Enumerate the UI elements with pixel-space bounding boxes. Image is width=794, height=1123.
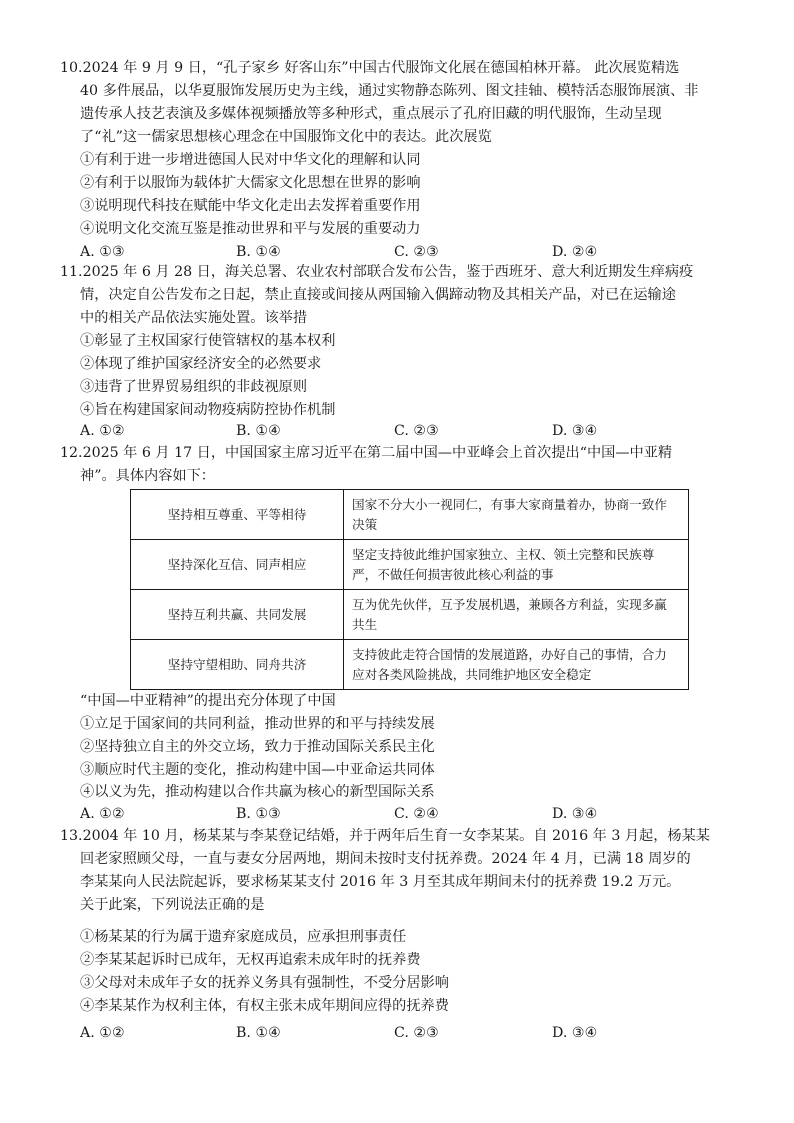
q11-statement: ②体现了维护国家经济安全的必然要求 [80, 356, 322, 372]
q11-choice-b[interactable]: B. ①④ [236, 423, 281, 439]
cell-line: 应对各类风险挑战，共同维护地区安全稳定 [352, 666, 592, 682]
q11-choice-a[interactable]: A. ①② [80, 423, 125, 439]
q13-choice-d[interactable]: D. ③④ [552, 1025, 598, 1041]
q10-stem-line: 40 多件展品，以华夏服饰发展历史为主线，通过实物静态陈列、图文挂轴、模特活态服饰展演、非 [80, 83, 699, 99]
q11-stem-line: 中的相关产品依法实施处置。该举措 [80, 310, 308, 326]
q12-statement: ③顺应时代主题的变化，推动构建中国—中亚命运共同体 [80, 762, 435, 778]
q12-statement: ④以义为先，推动构建以合作共赢为核心的新型国际关系 [80, 784, 435, 800]
cell-line: 支持彼此走符合国情的发展道路，办好自己的事情，合力 [352, 646, 667, 662]
q11-choices [80, 421, 720, 441]
q13-choices [80, 1023, 720, 1043]
table-cell-principle: 坚持相互尊重、平等相待 [131, 490, 344, 540]
table-cell-principle: 坚持互利共赢、共同发展 [131, 590, 344, 640]
china-central-asia-spirit-table [130, 489, 689, 690]
table-cell-principle: 坚持守望相助、同舟共济 [131, 640, 344, 690]
q10-statement: ④说明文化交流互鉴是推动世界和平与发展的重要动力 [80, 221, 421, 237]
q13-choice-b[interactable]: B. ①④ [236, 1025, 281, 1041]
q13-stem-line: 13.2004 年 10 月，杨某某与李某登记结婚，并于两年后生育一女李某某。自 2016 年 3 月起，杨某某 [60, 828, 710, 844]
q13-choice-c[interactable]: C. ②③ [394, 1025, 439, 1041]
q12-statement: ①立足于国家间的共同利益，推动世界的和平与持续发展 [80, 716, 435, 732]
table-cell-content [344, 590, 689, 640]
q10-stem-line: 了“礼”这一儒家思想核心理念在中国服饰文化中的表达。此次展览 [80, 129, 492, 145]
q12-choice-d[interactable]: D. ③④ [552, 806, 598, 822]
q12-statement: ②坚持独立自主的外交立场，致力于推动国际关系民主化 [80, 739, 435, 755]
table-row [131, 640, 689, 690]
table-cell-content [344, 640, 689, 690]
table-row [131, 590, 689, 640]
cell-line: 国家不分大小一视同仁，有事大家商量着办，协商一致作 [352, 496, 667, 512]
q13-statement: ①杨某某的行为属于遗弃家庭成员，应承担刑事责任 [80, 929, 407, 945]
table-cell-content [344, 540, 689, 590]
q12-choice-c[interactable]: C. ②④ [394, 806, 439, 822]
q13-stem-line: 李某某向人民法院起诉，要求杨某某支付 2016 年 3 月至其成年期间未付的抚养费 19.2 万元。 [80, 874, 681, 890]
cell-line: 共生 [352, 616, 378, 632]
q11-statement: ③违背了世界贸易组织的非歧视原则 [80, 379, 308, 395]
table-cell-principle: 坚持深化互信、同声相应 [131, 540, 344, 590]
q13-stem-line: 关于此案，下列说法正确的是 [80, 897, 265, 913]
q13-statement: ③父母对未成年子女的抚养义务具有强制性，不受分居影响 [80, 975, 449, 991]
q11-stem-line: 11.2025 年 6 月 28 日，海关总署、农业农村部联合发布公告，鉴于西班牙、意大利近期发生痒病疫 [60, 264, 694, 280]
q12-stem-line: 12.2025 年 6 月 17 日，中国国家主席习近平在第二届中国—中亚峰会上首次提出“中国—中亚精 [60, 445, 673, 461]
q11-choice-d[interactable]: D. ③④ [552, 423, 598, 439]
q13-statement: ④李某某作为权利主体，有权主张未成年期间应得的抚养费 [80, 998, 449, 1014]
cell-line: 严，不做任何损害彼此核心利益的事 [352, 566, 554, 582]
q11-statement: ①彰显了主权国家行使管辖权的基本权利 [80, 333, 336, 349]
q13-statement: ②李某某起诉时已成年，无权再追索未成年时的抚养费 [80, 952, 421, 968]
q13-stem-line: 回老家照顾父母，一直与妻女分居两地，期间未按时支付抚养费。2024 年 4 月，已满 18 周岁的 [80, 851, 691, 867]
table-row [131, 490, 689, 540]
q11-choice-c[interactable]: C. ②③ [394, 423, 439, 439]
q12-after-table: “中国—中亚精神”的提出充分体现了中国 [80, 693, 336, 709]
table-row [131, 540, 689, 590]
cell-line: 坚定支持彼此维护国家独立、主权、领土完整和民族尊 [352, 546, 655, 562]
q10-stem-line: 遗传承人技艺表演及多媒体视频播放等多种形式，重点展示了孔府旧藏的明代服饰，生动呈现 [80, 106, 662, 122]
q10-stem-line: 10.2024 年 9 月 9 日，“孔子家乡 好客山东”中国古代服饰文化展在德国柏林开幕。 此次展览精选 [60, 60, 680, 76]
q10-choices [80, 242, 720, 262]
q11-stem-line: 情，决定自公告发布之日起，禁止直接或间接从两国输入偶蹄动物及其相关产品，对已在运输途 [80, 287, 676, 303]
q10-choice-b[interactable]: B. ①④ [236, 244, 281, 260]
q10-statement: ①有利于进一步增进德国人民对中华文化的理解和认同 [80, 152, 421, 168]
cell-line: 互为优先伙伴，互予发展机遇，兼顾各方利益，实现多赢 [352, 596, 667, 612]
q10-choice-a[interactable]: A. ①③ [80, 244, 125, 260]
q10-statement: ②有利于以服饰为载体扩大儒家文化思想在世界的影响 [80, 175, 421, 191]
table-cell-content [344, 490, 689, 540]
cell-line: 决策 [352, 516, 378, 532]
q12-choice-a[interactable]: A. ①② [80, 806, 125, 822]
q10-choice-c[interactable]: C. ②③ [394, 244, 439, 260]
q13-choice-a[interactable]: A. ①② [80, 1025, 125, 1041]
q10-statement: ③说明现代科技在赋能中华文化走出去发挥着重要作用 [80, 198, 421, 214]
q11-statement: ④旨在构建国家间动物疫病防控协作机制 [80, 402, 336, 418]
q12-choices [80, 804, 720, 824]
q12-choice-b[interactable]: B. ①③ [236, 806, 281, 822]
q10-choice-d[interactable]: D. ②④ [552, 244, 598, 260]
q12-stem-line: 神”。具体内容如下： [80, 468, 215, 484]
